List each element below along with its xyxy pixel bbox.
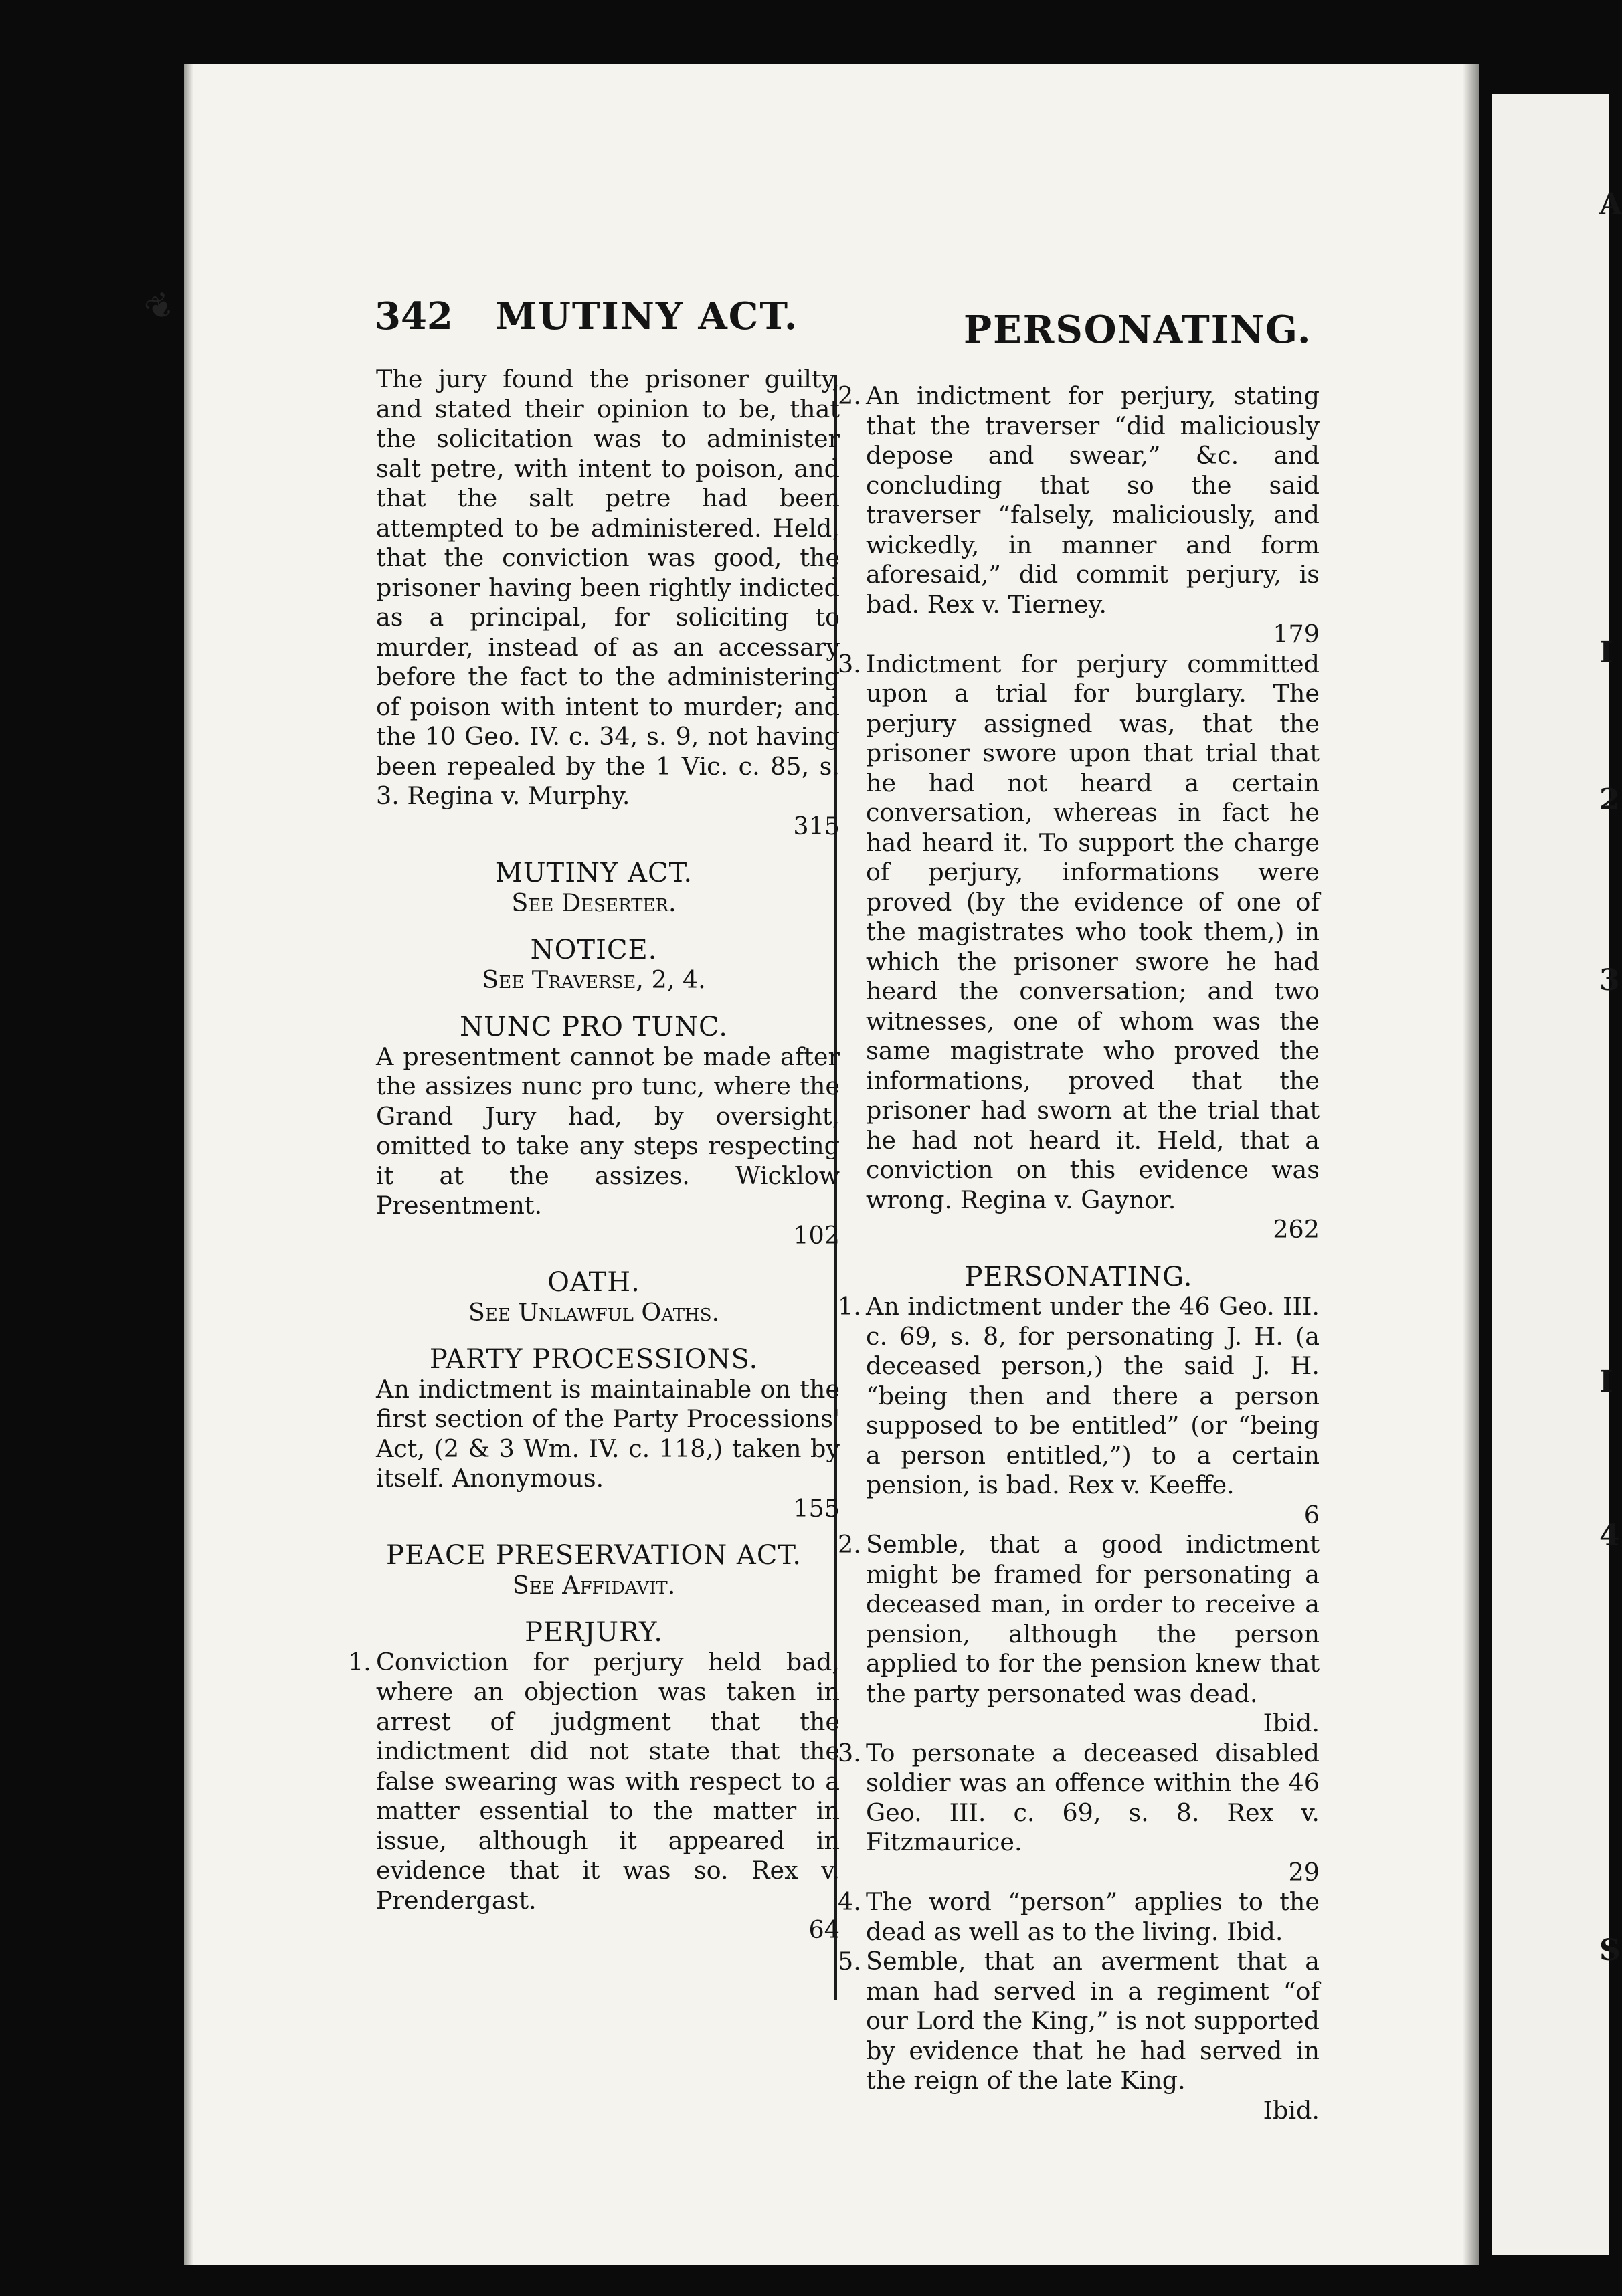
page-ref: 179 (1273, 619, 1320, 648)
entry-text: Indictment for perjury committed upon a trial for burglary. The perjury assigned was, that the prisoner swore upon that trial that he had not heard a certain conversation, whereas in fact he had heard it. To support the charge of perjury, informations were proved (by the evidence of one of the magistrates who took them,) in which the prisoner swore he had heard the conversation; and two witnesses, one of whom was the same magistrate who proved the informations, proved that the prisoner had sworn at the trial that he had not heard it. Held, that a conviction on this evidence was wrong. Regina v. Gaynor. (866, 649, 1320, 1214)
cross-reference: See Affidavit. (512, 1570, 676, 1600)
entry-text: To personate a deceased disabled soldier was an offence within the 46 Geo. III. c. 69, s. 8. Rex v. Fitzmaurice. (866, 1738, 1320, 1856)
numbered-entry (348, 1648, 840, 1945)
adjacent-fragment: S (1599, 1933, 1621, 1968)
entry-text: Conviction for perjury held bad, where an objection was taken in arrest of judgment that the indictment did not state that the false swearing was with respect to a matter essential to the matter in issue, although it appeared in evidence that it was so. Rex v. Prendergast. (376, 1647, 840, 1915)
numbered-entry (838, 1739, 1320, 1888)
adjacent-page-edge (1492, 94, 1622, 2255)
header-left-title: MUTINY ACT. (495, 294, 799, 339)
numbered-entry (838, 1887, 1320, 1947)
adjacent-fragment: 2 (1599, 783, 1620, 817)
entry-text: The word “person” applies to the dead as well as to the living. Ibid. (866, 1887, 1320, 1946)
cross-reference: See Unlawful Oaths. (468, 1297, 720, 1327)
heading-nunc-pro-tunc: NUNC PRO TUNC. (460, 1012, 728, 1042)
adjacent-fragment: 4 (1599, 1519, 1620, 1553)
entry-number: 4. (838, 1887, 861, 1916)
entry-number: 3. (838, 649, 861, 678)
heading-mutiny-act: MUTINY ACT. (494, 858, 693, 888)
page-ref: 315 (793, 811, 840, 840)
page-ref: 29 (1288, 1857, 1320, 1887)
numbered-entry (838, 650, 1320, 1245)
adjacent-fragment: I (1599, 1365, 1613, 1399)
heading-oath: OATH. (547, 1267, 640, 1298)
cross-reference: See Traverse, 2, 4. (482, 965, 706, 994)
entry (348, 1042, 840, 1251)
left-column (348, 365, 840, 1945)
page-gutter (1463, 64, 1479, 2265)
numbered-entry (838, 1947, 1320, 2125)
page-ref: Ibid. (1263, 1709, 1320, 1737)
entry-text: The jury found the prisoner guilty, and stated their opinion to be, that the solicitation was to administer salt petre, with intent to poison, and that the salt petre had been attempted to be administered. Held, that the conviction was good, the prisoner having been rightly indicted as a principal, for soliciting to murder, instead of as an accessary before the fact to the administering of poison with intent to murder; and the 10 Geo. IV. c. 34, s. 9, not having been repealed by the 1 Vic. c. 85, s. 3. Regina v. Murphy. (376, 365, 840, 810)
page-number: 342 (375, 294, 453, 339)
entry-text: An indictment for perjury, stating that the traverser “did maliciously depose and swear,” &c. and concluding that so the said traverser “falsely, maliciously, and wickedly, in manner and form aforesaid,” did commit perjury, is bad. Rex v. Tierney. (866, 381, 1320, 619)
right-column (838, 381, 1320, 2125)
page-ref: 102 (793, 1220, 840, 1250)
adjacent-fragment: A (1599, 187, 1622, 221)
page-ref: 6 (1303, 1500, 1320, 1529)
heading-notice: NOTICE. (530, 935, 658, 965)
entry-text: An indictment is maintainable on the first section of the Party Processions' Act, (2 & 3 Wm. IV. c. 118,) taken by itself. Anonymous. (376, 1374, 840, 1493)
numbered-entry (838, 1292, 1320, 1530)
entry-number: 1. (838, 1292, 861, 1321)
heading-peace-preservation-act: PEACE PRESERVATION ACT. (386, 1540, 802, 1571)
entry-number: 2. (838, 381, 861, 410)
entry-text: An indictment under the 46 Geo. III. c. 69, s. 8, for personating J. H. (a deceased person,) the said J. H. “being then and there a person supposed to be entitled” (or “being a person entitled,”) to a certain pension, is bad. Rex v. Keeffe. (866, 1292, 1320, 1499)
page-ref: 262 (1273, 1215, 1320, 1244)
header-right-title: PERSONATING. (964, 308, 1312, 352)
numbered-entry (838, 381, 1320, 650)
entry-text: Semble, that an averment that a man had served in a regiment “of our Lord the King,” is not supported by evidence that he had served in the reign of the late King. (866, 1947, 1320, 2095)
adjacent-fragment: 3 (1599, 963, 1620, 997)
entry-number: 5. (838, 1947, 861, 1976)
heading-personating: PERSONATING. (964, 1261, 1193, 1293)
ink-mark-icon: ❦ (138, 283, 182, 331)
page-ref: 64 (808, 1915, 840, 1944)
entry-number: 1. (348, 1647, 371, 1677)
page-ref: 155 (793, 1493, 840, 1523)
continued-entry (348, 365, 840, 841)
adjacent-fragment: I (1599, 636, 1613, 670)
page-shadow (184, 64, 193, 2265)
entry-number: 2. (838, 1530, 861, 1559)
entry (348, 1375, 840, 1524)
numbered-entry (838, 1530, 1320, 1739)
page-ref: Ibid. (1263, 2095, 1320, 2125)
entry-text: A presentment cannot be made after the assizes nunc pro tunc, where the Grand Jury had, by oversight, omitted to take any steps respecting it at the assizes. Wicklow Presentment. (376, 1042, 840, 1220)
cross-reference: See Deserter. (511, 888, 677, 917)
entry-number: 3. (838, 1738, 861, 1767)
heading-party-processions: PARTY PROCESSIONS. (429, 1344, 759, 1375)
entry-text: Semble, that a good indictment might be framed for personating a deceased man, in order to receive a pension, although the person applied to for the pension knew that the party personated was dead. (866, 1530, 1320, 1708)
running-header (375, 294, 1312, 352)
heading-perjury: PERJURY. (525, 1617, 663, 1648)
